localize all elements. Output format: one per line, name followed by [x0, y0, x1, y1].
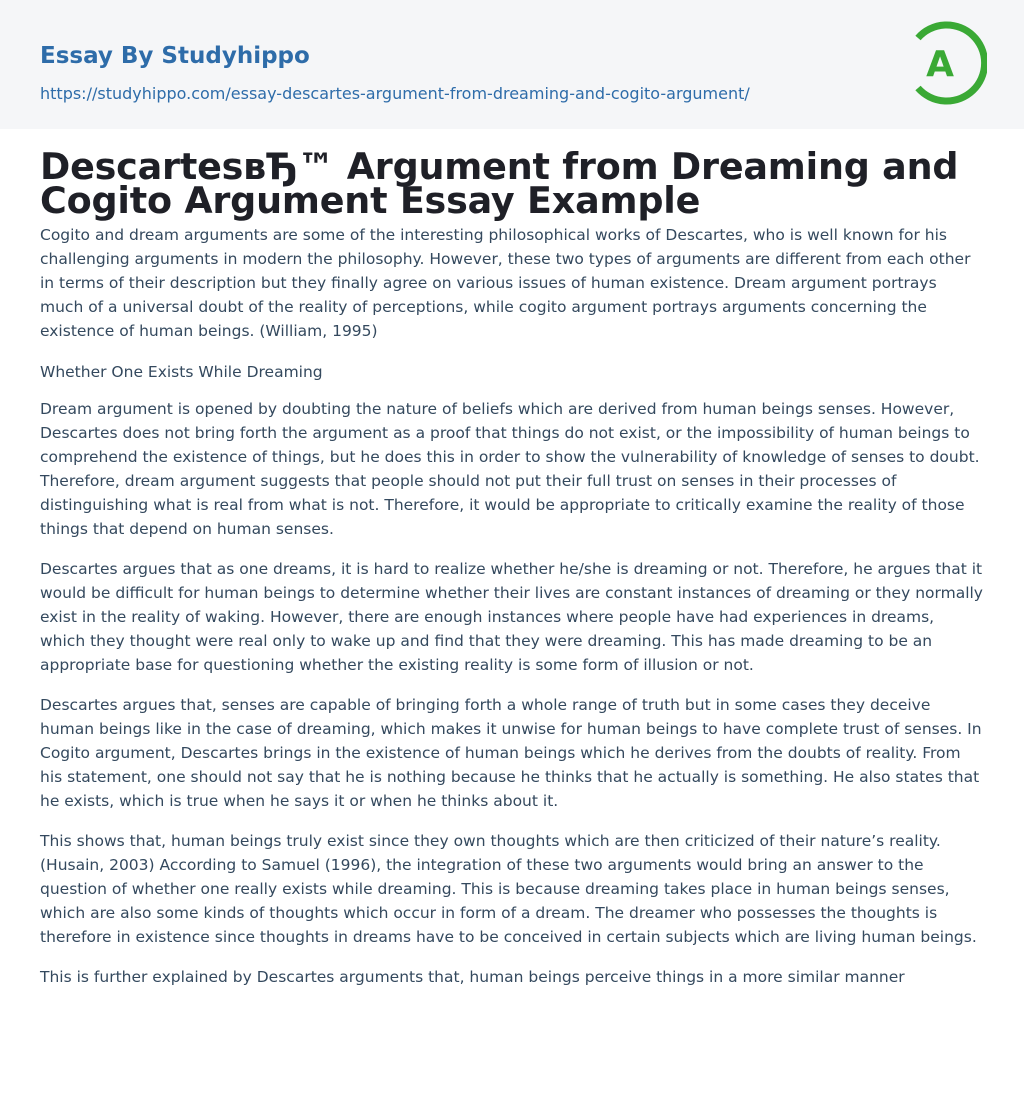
source-url-link[interactable]: https://studyhippo.com/essay-descartes-argument-from-dreaming-and-cogito-argument/ — [40, 84, 750, 103]
article-title: DescartesвЂ™ Argument from Dreaming and Cogito Argument Essay Example — [40, 145, 959, 222]
article-paragraph: This shows that, human beings truly exist since they own thoughts which are then criticized of their nature’s reality. (Husain, 2003) According to Samuel (1996), the integration of these two arguments would bring an answer to the question of whether one really exists while dreaming. This is because dreaming takes place in human beings senses, which are also some kinds of thoughts which occur in form of a dream. The dreamer who possesses the thoughts is therefore in existence since thoughts in dreams have to be conceived in certain subjects which are living human beings. — [40, 832, 977, 946]
section-subheading: Whether One Exists While Dreaming — [40, 363, 323, 381]
article-paragraph: Descartes argues that as one dreams, it is hard to realize whether he/she is dreaming or not. Therefore, he argues that it would be difficult for human beings to determine whether their lives are constant instances of dreaming or they normally exist in the reality of waking. However, there are enough instances where people have had experiences in dreams, which they thought were real only to wake up and find that they were dreaming. This has made dreaming to be an appropriate base for questioning whether the existing reality is some form of illusion or not. — [40, 560, 983, 674]
article-paragraph: This is further explained by Descartes arguments that, human beings perceive things in a more similar manner — [40, 968, 905, 986]
logo-letter: A — [926, 44, 954, 85]
article-paragraph: Descartes argues that, senses are capable of bringing forth a whole range of truth but in some cases they deceive human beings like in the case of dreaming, which makes it unwise for human beings to have complete trust of senses. In Cogito argument, Descartes brings in the existence of human beings which he derives from the doubts of reality. From his statement, one should not say that he is nothing because he thinks that he actually is something. He also states that he exists, which is true when he says it or when he thinks about it. — [40, 696, 982, 810]
brand-title[interactable]: Essay By Studyhippo — [40, 43, 310, 69]
article-intro: Cogito and dream arguments are some of the interesting philosophical works of Descartes, who is well known for his challenging arguments in modern the philosophy. However, these two types of arguments are different from each other in terms of their description but they finally agree on various issues of human existence. Dream argument portrays much of a universal doubt of the reality of perceptions, while cogito argument portrays arguments concerning the existence of human beings. (William, 1995) — [40, 226, 971, 340]
article-paragraph: Dream argument is opened by doubting the nature of beliefs which are derived from human beings senses. However, Descartes does not bring forth the argument as a proof that things do not exist, or the impossibility of human beings to comprehend the existence of things, but he does this in order to show the vulnerability of knowledge of senses to doubt. Therefore, dream argument suggests that people should not put their full trust on senses in their processes of distinguishing what is real from what is not. Therefore, it would be appropriate to critically examine the reality of those things that depend on human senses. — [40, 400, 980, 538]
